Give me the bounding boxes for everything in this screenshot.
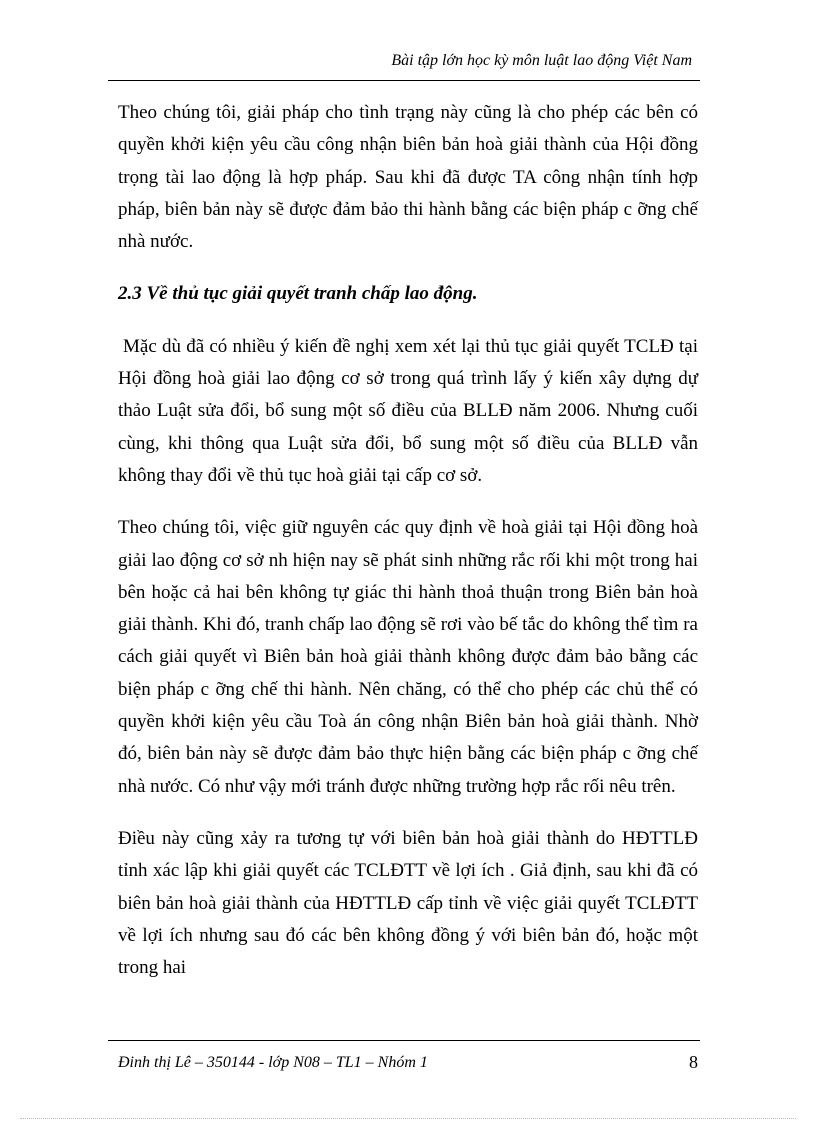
page-body (118, 97, 698, 984)
paragraph-4: Điều này cũng xảy ra tương tự với biên bản hoà giải thành do HĐTTLĐ tỉnh xác lập khi giải quyết các TCLĐTT về lợi ích . Giả định, sau khi đã có biên bản hoà giải thành của HĐTTLĐ cấp tỉnh về việc giải quyết TCLĐTT về lợi ích nhưng sau đó các bên không đồng ý với biên bản đó, hoặc một trong hai (118, 827, 698, 979)
header-divider (108, 80, 700, 81)
paragraph-2: Mặc dù đã có nhiều ý kiến đề nghị xem xét lại thủ tục giải quyết TCLĐ tại Hội đồng hoà giải lao động cơ sở trong quá trình lấy ý kiến xây dựng dự thảo Luật sửa đổi, bổ sung một số điều của BLLĐ năm 2006. Nhưng cuối cùng, khi thông qua Luật sửa đổi, bổ sung một số điều của BLLĐ vẫn không thay đổi về thủ tục hoà giải tại cấp cơ sở. (118, 335, 698, 486)
footer-author: Đinh thị Lê – 350144 - lớp N08 – TL1 – Nhóm 1 (118, 1054, 428, 1071)
footer-divider (108, 1040, 700, 1041)
running-header: Bài tập lớn học kỳ môn luật lao động Việt Nam (391, 52, 692, 69)
paragraph-1: Theo chúng tôi, giải pháp cho tình trạng này cũng là cho phép các bên có quyền khởi kiện yêu cầu công nhận biên bản hoà giải thành của Hội đồng trọng tài lao động là hợp pháp. Sau khi đã được TA công nhận tính hợp pháp, biên bản này sẽ được đảm bảo thi hành bằng các biện pháp c ỡng chế nhà nước. (118, 102, 698, 253)
page-number: 8 (689, 1052, 698, 1072)
page-edge-dots (20, 1118, 796, 1119)
paragraph-3: Theo chúng tôi, việc giữ nguyên các quy định về hoà giải tại Hội đồng hoà giải lao động cơ sở nh hiện nay sẽ phát sinh những rắc rối khi một trong hai bên hoặc cả hai bên không tự giác thi hành thoả thuận trong Biên bản hoà giải thành. Khi đó, tranh chấp lao động sẽ rơi vào bế tắc do không thể tìm ra cách giải quyết vì Biên bản hoà giải thành không được đảm bảo bằng các biện pháp c ỡng chế thi hành. Nên chăng, có thể cho phép các chủ thể có quyền khởi kiện yêu cầu Toà án công nhận Biên bản hoà giải thành. Nhờ đó, biên bản này sẽ được đảm bảo thực hiện bằng các biện pháp c ỡng chế nhà nước. Có như vậy mới tránh được những trường hợp rắc rối nêu trên. (118, 517, 698, 797)
section-heading: 2.3 Về thủ tục giải quyết tranh chấp lao động. (118, 283, 478, 305)
